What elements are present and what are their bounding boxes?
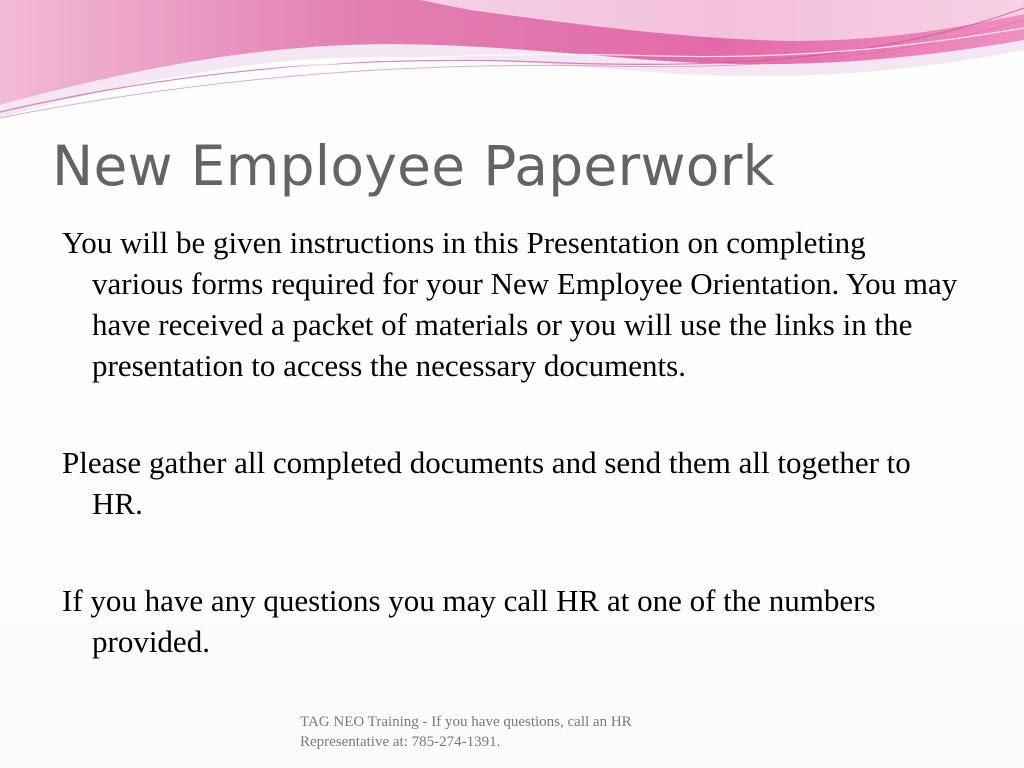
decorative-wave-header (0, 0, 1024, 130)
slide-footer: TAG NEO Training - If you have questions, call an HR Representative at: 785-274-1391. (300, 714, 632, 750)
body-paragraph-questions: If you have any questions you may call HR at one of the numbers provided. (62, 583, 876, 659)
slide-title: New Employee Paperwork (52, 134, 775, 198)
body-paragraph-gather-documents: Please gather all completed documents and send them all together to HR. (62, 445, 911, 521)
body-paragraph-instructions: You will be given instructions in this Presentation on completing various forms required for your New Employee Orientation. You may have received a packet of materials or you will use the links in the presentation to access the necessary documents. (62, 225, 958, 383)
slide-body (62, 222, 962, 662)
